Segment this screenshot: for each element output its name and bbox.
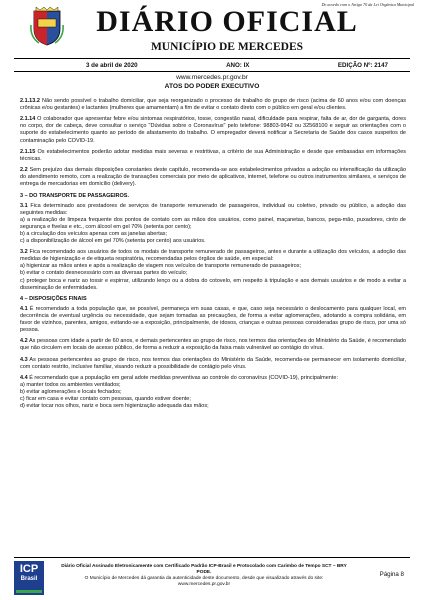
issue-year: ANO: IX xyxy=(226,61,250,69)
list-item: b) a circulação dos veículos apenas com as janelas abertas; xyxy=(20,230,168,237)
legal-note: De acordo com o Artigo 70 da Lei Orgânica Municipal xyxy=(321,2,414,7)
list-item: c) a disponibilização de álcool em gel 70% (setenta por cento) aos usuários. xyxy=(20,237,206,244)
footer-line-2: O Município de Mercedes dá garantia da autenticidade deste documento, desde que visualizado através do site: xyxy=(84,576,324,581)
list-item: c) proteger boca e nariz ao tossir e espirrar, utilizando lenço ou a dobra do cotovelo, em respeito à tripulação e aos demais usuários e de modo a evitar a disseminação de enfermidades. xyxy=(20,277,406,291)
paragraph-3-1: 3.1 Fica determinado aos prestadores de serviços de transporte remunerado de passageiros, individual ou coletivo, privado ou público, a adoção das seguintes medidas: xyxy=(20,202,406,216)
paragraph-4-3: 4.3 As pessoas pertencentes ao grupo de risco, nos termos das orientações do Ministério da Saúde, recomenda-se permanecer em isolamento domiciliar, com contato restrito, inclusive familiar, visando reduzir a possibilidade de contágio pelo vírus. xyxy=(20,356,406,370)
paragraph-4-1: 4.1 É recomendado a toda população que, se possível, permaneça em suas casas, e que, caso seja necessário o deslocamento para qualquer local, em decorrência de eventual urgência ou necessidade, que sejam tomadas as precauções, de forma a evitar aglomerações, adotando a compra solidária, em favor de vizinhos, parentes, amigos, evitando-se a exposição, principalmente, de idosos, crianças e outras pessoas consideradas grupo de risco, por uma só pessoa. xyxy=(20,305,406,334)
page-footer xyxy=(14,557,410,596)
list-item: c) ficar em casa e evitar contato com pessoas, quando estiver doente; xyxy=(20,396,191,403)
paragraph-2-1-13-2: 2.1.13.2 Não sendo possível o trabalho domiciliar, que seja reorganizado o processo de trabalho do grupo de risco (acima de 60 anos e/ou com doenças crônicas e/ou gestantes) e lactantes (mulheres que amamentam) a fim de evitar o contato direto com o público em geral e/ou clientes. xyxy=(20,98,407,112)
list-item: b) evitar aglomerações e locais fechados; xyxy=(20,389,122,396)
heading-transport: 3 – DO TRANSPORTE DE PASSAGEIROS. xyxy=(20,192,130,199)
list-item: a) manter todos os ambientes ventilados; xyxy=(20,382,121,389)
icp-brasil-logo-icon: ICP Brasil xyxy=(14,561,44,595)
paragraph-2-1-14: 2.1.14 O colaborador que apresentar febre e/ou sintomas respiratórios, tosse, congestão nasal, dificuldade para respirar, falta de ar, dor de garganta, dores no corpo, dor de cabeça, deve consultar o serviço "Dúvidas sobre o Coronavírus" pelo telefone: 98803-9942 ou 32568100 e seguir as orientações com o suporte do estabelecimento quanto ao período de afastamento do trabalho. O empregador deverá notificar a Secretaria de Saúde dos casos suspeitos de contaminação pelo COVID-19. xyxy=(20,116,406,144)
footer-certification-text xyxy=(54,564,354,588)
paragraph-3-2: 3.2 Fica recomendado aos usuários de todos os modais de transporte remunerado de passageiros, antes e durante a utilização dos veículos, a adoção das medidas de higienização e de etiqueta respiratória, recomendadas pelos órgãos de saúde, em especial: xyxy=(20,249,406,263)
footer-line-1: Diário Oficial Assinado Eletronicamente com Certificado Padrão ICP-Brasil e Protocolado com Carimbo de Tempo SCT – BRY PODE. xyxy=(61,564,347,575)
paragraph-2-1-15: 2.1.15 Os estabelecimentos poderão adotar medidas mais severas e restritivas, a critério de sua Administração e desde que embasadas em informações técnicas. xyxy=(20,148,407,162)
list-item: d) evitar tocar nos olhos, nariz e boca sem higienização adequada das mãos; xyxy=(20,403,209,410)
paragraph-4-4: 4.4 É recomendado que a população em geral adote medidas preventivas ao controle do coronavírus (COVID-19), principalmente: xyxy=(20,375,338,382)
masthead-title: DIÁRIO OFICIAL xyxy=(96,5,358,38)
issue-edition: EDIÇÃO Nº: 2147 xyxy=(337,61,388,69)
paragraph-4-2: 4.2 As pessoas com idade a partir de 60 anos, e demais pertencentes ao grupo de risco, nos termos das orientações do Ministério da Saúde, é recomendado que não circulem em locais de acesso público, de forma a reduzir a exposição da faixa mais vulnerável ao contágio do vírus. xyxy=(20,338,406,352)
list-item: a) higienizar as mãos antes e após a realização de viagem nos veículos de transporte remunerado de passageiros; xyxy=(20,263,301,270)
issue-info-bar xyxy=(14,58,410,72)
list-item: a) a realização de limpeza frequente dos pontos de contato com as mãos dos usuários, como painel, maçanetas, bancos, pega-mão, puxadores, cinto de segurança e fivelas e etc., com álcool em gel 70% (setenta por cento); xyxy=(20,216,406,230)
site-url[interactable]: www.mercedes.pr.gov.br xyxy=(176,74,248,81)
section-heading: ATOS DO PODER EXECUTIVO xyxy=(164,83,260,90)
page-number: Página 8 xyxy=(379,571,404,578)
list-item: b) evitar o contato desnecessário com as diversas partes do veículo; xyxy=(20,270,188,277)
footer-link[interactable]: www.mercedes.pr.gov.br xyxy=(177,582,231,587)
heading-final-provisions: 4 – DISPOSIÇÕES FINAIS xyxy=(20,295,87,302)
document-body xyxy=(20,98,406,410)
masthead-subtitle: MUNICÍPIO DE MERCEDES xyxy=(150,41,304,53)
paragraph-2-2: 2.2 Sem prejuízo das demais disposições constantes deste capítulo, recomenda-se aos estabelecimentos privados a adoção ou intensificação da utilização do atendimento remoto, com a realização de transações comerciais por meio de aplicativos, internet, telefone ou outros instrumentos similares, e serviços de entrega de mercadorias em domicílio (delivery). xyxy=(20,167,407,188)
issue-date: 3 de abril de 2020 xyxy=(86,61,138,69)
